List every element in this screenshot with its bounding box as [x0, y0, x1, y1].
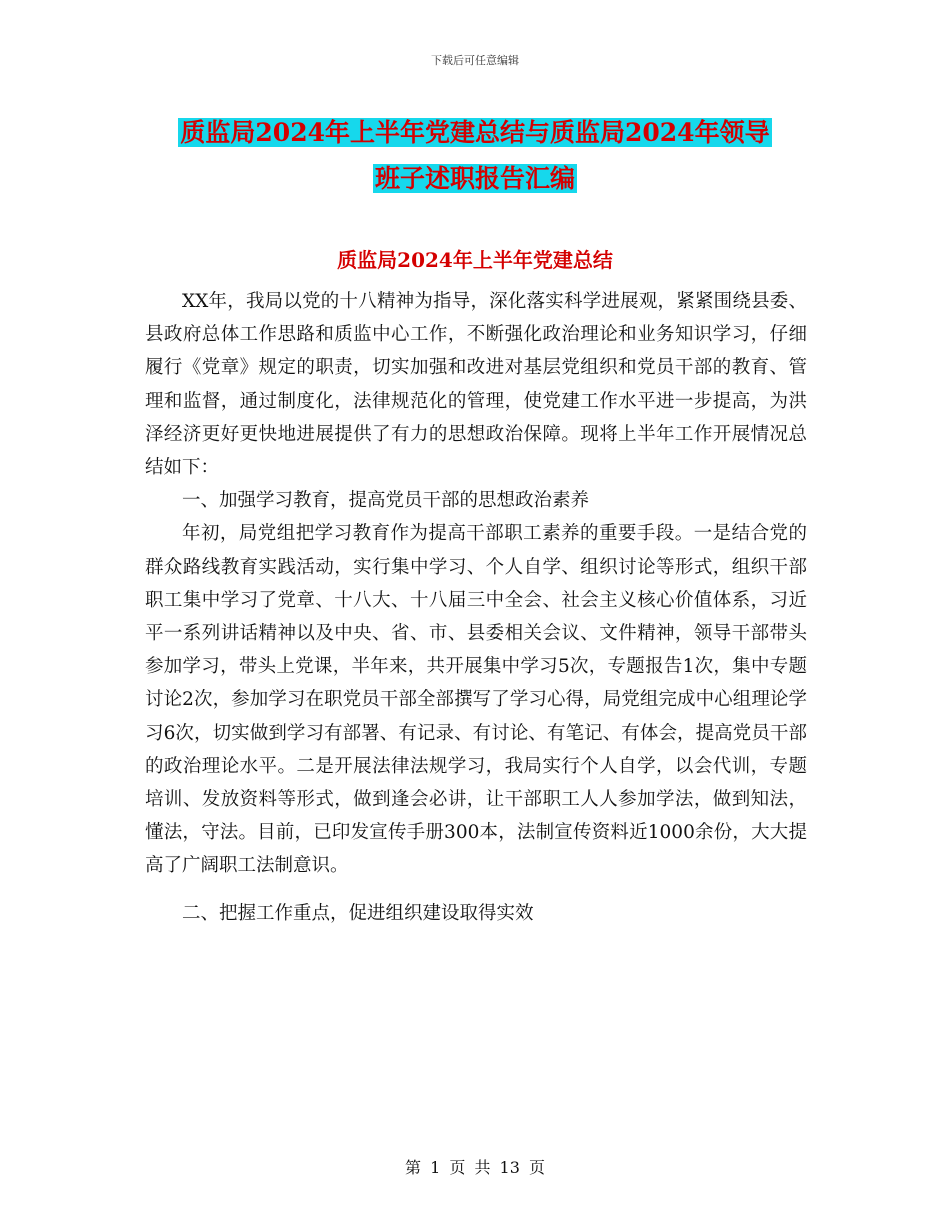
heading-one: 一、加强学习教育，提高党员干部的思想政治素养 [182, 490, 590, 512]
paragraph-intro: XX年，我局以党的十八精神为指导，深化落实科学进展观，紧紧围绕县委、县政府总体工作思路和质监中心工作，不断强化政治理论和业务知识学习，仔细履行《党章》规定的职责，切实加强和改进对基层党组织和党员干部的教育、管理和监督，通过制度化，法律规范化的管理，使党建工作水平进一步提高，为洪泽经济更好更快地进展提供了有力的思想政治保障。现将上半年工作开展情况总结如下： [145, 291, 807, 479]
body-text [145, 285, 807, 930]
header-note: 下载后可任意编辑 [431, 54, 519, 67]
title-line-1: 质监局2024年上半年党建总结与质监局2024年领导 [180, 118, 770, 147]
document-title [0, 110, 950, 202]
section-title: 质监局2024年上半年党建总结 [337, 248, 613, 272]
page-footer: 第 1 页 共 13 页 [405, 1158, 545, 1177]
paragraph-study: 年初，局党组把学习教育作为提高干部职工素养的重要手段。一是结合党的群众路线教育实践活动，实行集中学习、个人自学、组织讨论等形式，组织干部职工集中学习了党章、十八大、十八届三中全会、社会主义核心价值体系，习近平一系列讲话精神以及中央、省、市、县委相关会议、文件精神，领导干部带头参加学习，带头上党课，半年来，共开展集中学习5次，专题报告1次，集中专题讨论2次，参加学习在职党员干部全部撰写了学习心得，局党组完成中心组理论学习6次，切实做到学习有部署、有记录、有讨论、有笔记、有体会，提高党员干部的政治理论水平。二是开展法律法规学习，我局实行个人自学，以会代训，专题培训、发放资料等形式，做到逢会必讲，让干部职工人人参加学法，做到知法，懂法，守法。目前，已印发宣传手册300本，法制宣传资料近1000余份，大大提高了广阔职工法制意识。 [145, 523, 807, 877]
title-line-2: 班子述职报告汇编 [374, 164, 575, 193]
heading-two: 二、把握工作重点，促进组织建设取得实效 [182, 902, 534, 924]
